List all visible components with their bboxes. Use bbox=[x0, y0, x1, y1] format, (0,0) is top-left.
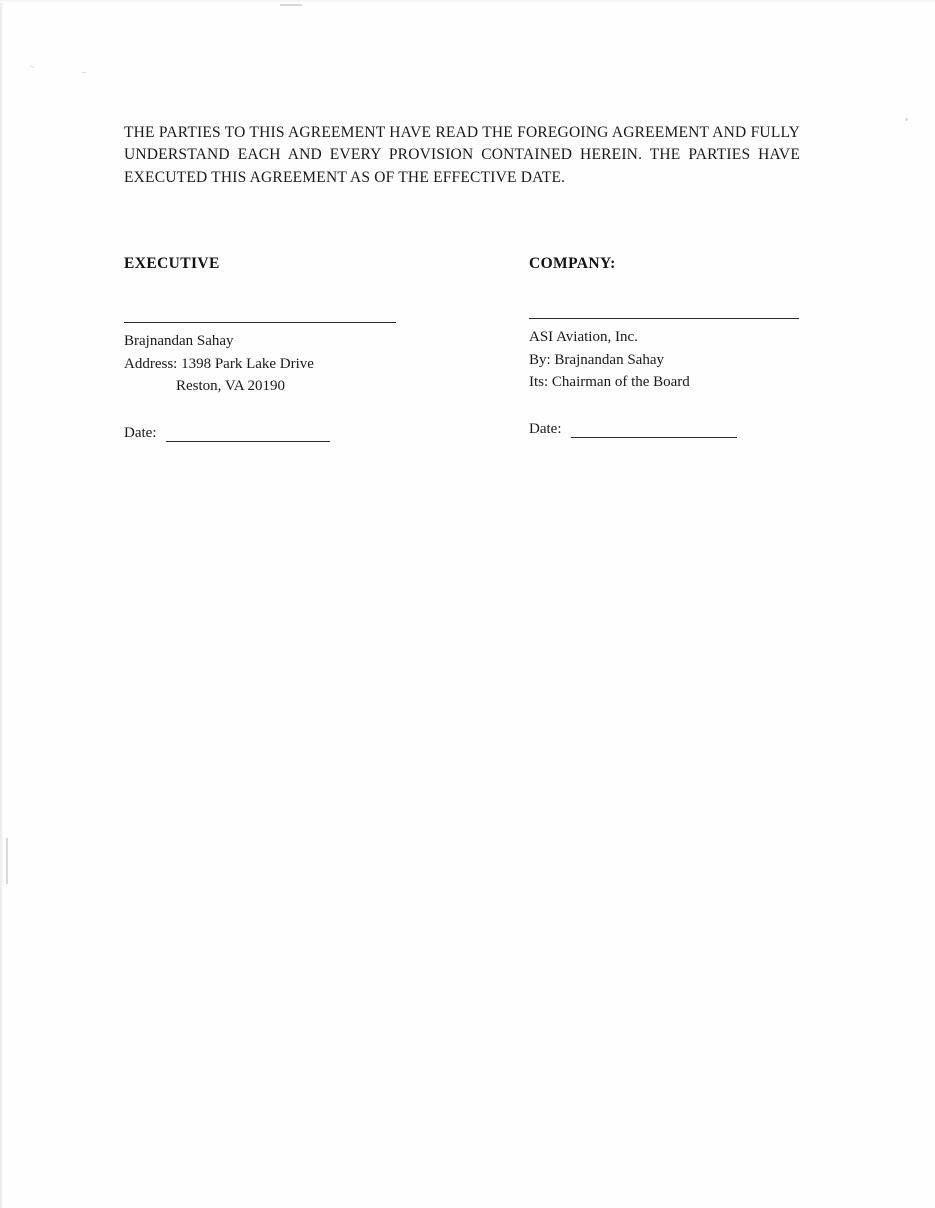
agreement-intro-paragraph: THE PARTIES TO THIS AGREEMENT HAVE READ THE FOREGOING AGREEMENT AND FULLY UNDERSTAND EACH AND EVERY PROVISION CONTAINED HEREIN. THE PARTIES HAVE EXECUTED THIS AGREEMENT AS OF THE EFFECTIVE DATE. bbox=[124, 123, 800, 186]
executive-name: Brajnandan Sahay bbox=[124, 333, 234, 349]
executive-date-row bbox=[124, 425, 464, 442]
executive-address-line-1: Address: 1398 Park Lake Drive bbox=[124, 355, 314, 372]
company-date-row bbox=[529, 421, 869, 438]
executive-address-line-2: Reston, VA 20190 bbox=[176, 378, 286, 394]
scan-speck-mark-e bbox=[6, 838, 8, 884]
company-details bbox=[529, 326, 869, 394]
company-signature-line[interactable] bbox=[529, 318, 799, 319]
executive-signature-line[interactable] bbox=[124, 322, 396, 323]
scan-speck-mark-b: _ bbox=[82, 64, 87, 74]
scan-speck-mark-c bbox=[280, 4, 302, 6]
company-heading: COMPANY: bbox=[529, 255, 616, 272]
scan-edge-artifact-top bbox=[0, 0, 935, 3]
scan-speck-mark-d bbox=[905, 118, 908, 121]
company-date-label: Date: bbox=[529, 420, 562, 437]
scan-edge-artifact-left bbox=[0, 0, 4, 1208]
company-by-line: By: Brajnandan Sahay bbox=[529, 351, 664, 368]
company-name: ASI Aviation, Inc. bbox=[529, 329, 638, 345]
executive-heading: EXECUTIVE bbox=[124, 255, 220, 272]
company-its-line: Its: Chairman of the Board bbox=[529, 374, 690, 390]
executive-details bbox=[124, 330, 464, 398]
executive-date-label: Date: bbox=[124, 424, 157, 441]
company-date-field[interactable] bbox=[571, 424, 737, 438]
executive-date-field[interactable] bbox=[166, 428, 330, 442]
executive-signature-block bbox=[124, 255, 464, 442]
company-signature-block bbox=[529, 255, 869, 438]
scan-speck-mark-a: ~ bbox=[30, 62, 35, 72]
